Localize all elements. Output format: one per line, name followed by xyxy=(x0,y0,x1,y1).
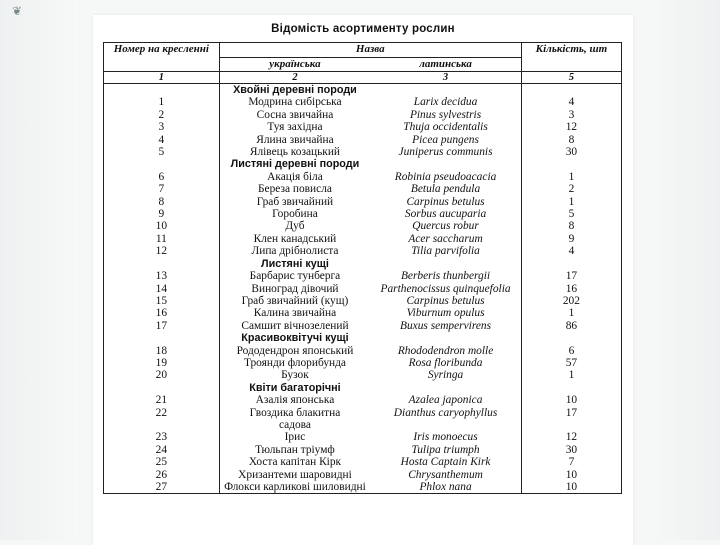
row-ukrainian-name: Флокси карликові шиловидні xyxy=(219,481,370,494)
row-latin-name: Dianthus caryophyllus xyxy=(393,406,498,419)
colnum-5: 5 xyxy=(521,72,621,84)
section-num-cell xyxy=(104,158,220,170)
section-qty-cell xyxy=(521,382,621,394)
row-quantity: 86 xyxy=(521,320,621,332)
table-row xyxy=(104,245,622,257)
row-quantity: 10 xyxy=(521,481,621,494)
section-row xyxy=(104,84,622,97)
row-quantity: 6 xyxy=(521,345,621,357)
table-row xyxy=(104,146,622,158)
table-row xyxy=(104,481,622,494)
row-number: 9 xyxy=(104,208,220,220)
row-latin-name: Betula pendula xyxy=(410,183,481,196)
colnum-3: 3 xyxy=(370,72,521,84)
row-ukrainian-name: Гвоздика блакитна xyxy=(249,406,341,419)
section-qty-cell xyxy=(521,332,621,344)
section-row xyxy=(104,158,622,170)
header-quantity-label: Кількість, шт xyxy=(535,43,608,55)
section-latin-cell xyxy=(370,332,521,344)
table-row xyxy=(104,96,622,108)
row-ukrainian-name: Самшит вічнозелений xyxy=(241,319,349,332)
row-ukrainian-name: Тюльпан тріумф xyxy=(255,443,335,456)
row-latin-name: Iris monoecus xyxy=(413,431,478,444)
row-quantity: 12 xyxy=(521,431,621,443)
table-row xyxy=(104,233,622,245)
row-latin-name: Hosta Captain Kirk xyxy=(400,456,491,469)
row-ukrainian-name: Граб звичайний (кущ) xyxy=(241,294,349,307)
row-ukrainian-name: Ірис xyxy=(284,431,306,444)
row-latin-name: Larix decidua xyxy=(413,96,478,109)
document-title: Відомість асортименту рослин xyxy=(271,23,455,35)
row-latin-name: Syringa xyxy=(427,369,464,382)
table-row xyxy=(104,121,622,133)
row-number: 21 xyxy=(104,394,220,406)
row-latin-name: Pinus sylvestris xyxy=(409,108,482,121)
row-quantity: 10 xyxy=(521,469,621,481)
section-title: Хвойні деревні породи xyxy=(233,84,357,96)
row-latin-empty xyxy=(370,419,521,431)
document-page xyxy=(93,15,633,545)
section-title: Листяні деревні породи xyxy=(230,158,360,171)
row-latin-name: Carpinus betulus xyxy=(406,195,485,208)
row-number: 26 xyxy=(104,469,220,481)
section-qty-cell xyxy=(521,158,621,170)
row-latin-name: Azalea japonica xyxy=(408,394,483,407)
table-row xyxy=(104,345,622,357)
row-number: 13 xyxy=(104,270,220,282)
row-latin-name: Rhododendron molle xyxy=(397,344,494,357)
row-ukrainian-name: Ялівець козацький xyxy=(249,146,341,159)
row-latin-name: Thuja occidentalis xyxy=(403,121,488,134)
header-number xyxy=(104,43,220,72)
table-row xyxy=(104,183,622,195)
row-ukrainian-name-cont: садова xyxy=(278,418,311,431)
right-band xyxy=(644,0,720,540)
table-row xyxy=(104,357,622,369)
row-latin-name: Chrysanthemum xyxy=(408,468,483,481)
row-number: 16 xyxy=(104,307,220,319)
row-qty-empty xyxy=(521,419,621,431)
section-qty-cell xyxy=(521,84,621,97)
row-quantity: 8 xyxy=(521,134,621,146)
row-number: 1 xyxy=(104,96,220,108)
row-latin-name: Picea pungens xyxy=(412,133,479,146)
header-latin: латинська xyxy=(370,57,521,72)
row-quantity: 1 xyxy=(521,369,621,381)
section-latin-cell xyxy=(370,158,521,170)
row-number: 5 xyxy=(104,146,220,158)
row-ukrainian-name: Дуб xyxy=(285,220,305,233)
row-quantity: 10 xyxy=(521,394,621,406)
row-quantity: 30 xyxy=(521,444,621,456)
row-latin-name: Tilia parvifolia xyxy=(411,245,480,258)
row-ukrainian-name: Рододендрон японський xyxy=(236,344,354,357)
row-latin-name: Juniperus communis xyxy=(398,146,493,159)
section-num-cell xyxy=(104,84,220,97)
section-num-cell xyxy=(104,258,220,270)
row-ukrainian-name: Азалія японська xyxy=(255,394,335,407)
row-quantity: 1 xyxy=(521,171,621,183)
row-number: 8 xyxy=(104,196,220,208)
row-number: 3 xyxy=(104,121,220,133)
row-ukrainian-name: Барбарис тунберга xyxy=(249,270,341,283)
row-ukrainian-name: Калина звичайна xyxy=(253,307,337,320)
row-number: 19 xyxy=(104,357,220,369)
row-quantity: 9 xyxy=(521,233,621,245)
section-row xyxy=(104,258,622,270)
row-quantity: 57 xyxy=(521,357,621,369)
row-ukrainian-name: Акація біла xyxy=(267,170,323,183)
table-row xyxy=(104,208,622,220)
row-quantity: 5 xyxy=(521,208,621,220)
row-quantity: 17 xyxy=(521,270,621,282)
row-quantity: 7 xyxy=(521,456,621,468)
table-row xyxy=(104,394,622,406)
row-quantity: 1 xyxy=(521,196,621,208)
row-ukrainian-name: Хризантеми шаровидні xyxy=(238,468,352,481)
table-row-continuation xyxy=(104,419,622,431)
leaf-icon: ❦ xyxy=(12,4,23,18)
row-quantity: 202 xyxy=(521,295,621,307)
row-latin-name: Parthenocissus quinquefolia xyxy=(380,282,511,295)
row-ukrainian-name: Модрина сибірська xyxy=(248,96,342,109)
row-latin-name: Quercus robur xyxy=(412,220,479,233)
row-quantity: 3 xyxy=(521,109,621,121)
section-num-cell xyxy=(104,382,220,394)
table-row xyxy=(104,283,622,295)
row-quantity: 17 xyxy=(521,407,621,419)
row-ukrainian-name: Хоста капітан Кірк xyxy=(248,456,342,469)
plant-table xyxy=(103,42,622,494)
row-ukrainian-name: Граб звичайний xyxy=(256,195,334,208)
table-row xyxy=(104,444,622,456)
table-row xyxy=(104,431,622,443)
section-title: Красивоквітучі кущі xyxy=(241,332,349,345)
row-latin-name: Berberis thunbergii xyxy=(400,270,491,283)
table-row xyxy=(104,307,622,319)
row-ukrainian-name: Горобина xyxy=(272,208,318,221)
row-latin-name: Buxus sempervirens xyxy=(400,319,492,332)
table-row xyxy=(104,407,622,419)
row-latin-name: Acer saccharum xyxy=(408,232,483,245)
row-ukrainian-name: Липа дрібнолиста xyxy=(251,245,339,258)
section-row xyxy=(104,332,622,344)
table-row xyxy=(104,134,622,146)
row-number: 24 xyxy=(104,444,220,456)
row-quantity: 2 xyxy=(521,183,621,195)
row-number-empty xyxy=(104,419,220,431)
row-number: 6 xyxy=(104,171,220,183)
row-ukrainian-name: Клен канадський xyxy=(253,232,337,245)
row-latin-name: Sorbus aucuparia xyxy=(404,208,487,221)
row-ukrainian-name: Ялина звичайна xyxy=(256,133,334,146)
table-row xyxy=(104,171,622,183)
row-ukrainian-name: Береза повисла xyxy=(257,183,332,196)
row-number: 2 xyxy=(104,109,220,121)
section-num-cell xyxy=(104,332,220,344)
row-number: 20 xyxy=(104,369,220,381)
table-row xyxy=(104,369,622,381)
header-number-label: Номер на кресленні xyxy=(113,43,209,55)
row-number: 18 xyxy=(104,345,220,357)
table-row xyxy=(104,196,622,208)
header-name-group xyxy=(219,43,521,58)
row-latin-name: Viburnum opulus xyxy=(406,307,485,320)
row-number: 12 xyxy=(104,245,220,257)
row-number: 17 xyxy=(104,320,220,332)
section-qty-cell xyxy=(521,258,621,270)
row-ukrainian-name: Сосна звичайна xyxy=(256,108,334,121)
section-row xyxy=(104,382,622,394)
table-row xyxy=(104,469,622,481)
row-number: 7 xyxy=(104,183,220,195)
row-number: 22 xyxy=(104,407,220,419)
row-latin-name: Rosa floribunda xyxy=(408,356,483,369)
row-latin-name: Carpinus betulus xyxy=(406,294,485,307)
table-row xyxy=(104,320,622,332)
colnum-2: 2 xyxy=(219,72,370,84)
table-row xyxy=(104,109,622,121)
section-latin-cell xyxy=(370,258,521,270)
row-ukrainian-name: Виноград дівочий xyxy=(251,282,339,295)
row-number: 14 xyxy=(104,283,220,295)
row-number: 11 xyxy=(104,233,220,245)
row-ukrainian-name: Туя західна xyxy=(267,121,323,134)
table-row xyxy=(104,270,622,282)
section-title: Квіти багаторічні xyxy=(249,381,341,394)
row-number: 15 xyxy=(104,295,220,307)
row-quantity: 1 xyxy=(521,307,621,319)
section-title: Листяні кущі xyxy=(261,257,329,270)
row-quantity: 8 xyxy=(521,220,621,232)
row-number: 23 xyxy=(104,431,220,443)
row-latin-name: Phlox nana xyxy=(370,481,521,494)
row-ukrainian-name: Бузок xyxy=(281,369,309,382)
row-number: 25 xyxy=(104,456,220,468)
table-row xyxy=(104,456,622,468)
row-number: 27 xyxy=(104,481,220,494)
row-quantity: 4 xyxy=(521,96,621,108)
header-quantity xyxy=(521,43,621,72)
row-quantity: 4 xyxy=(521,245,621,257)
section-latin-cell xyxy=(370,84,521,97)
row-quantity: 30 xyxy=(521,146,621,158)
row-quantity: 12 xyxy=(521,121,621,133)
row-number: 4 xyxy=(104,134,220,146)
row-quantity: 16 xyxy=(521,283,621,295)
row-ukrainian-name: Троянди флорибунда xyxy=(243,356,346,369)
header-ukrainian: українська xyxy=(219,57,370,72)
section-latin-cell xyxy=(370,382,521,394)
left-sidebar xyxy=(0,0,78,540)
table-body xyxy=(104,84,622,494)
table-row xyxy=(104,220,622,232)
row-latin-name: Robinia pseudoacacia xyxy=(394,170,497,183)
header-name-group-label: Назва xyxy=(355,43,385,55)
row-number: 10 xyxy=(104,220,220,232)
row-latin-name: Tulipa triumph xyxy=(411,443,480,456)
table-row xyxy=(104,295,622,307)
colnum-1: 1 xyxy=(104,72,220,84)
